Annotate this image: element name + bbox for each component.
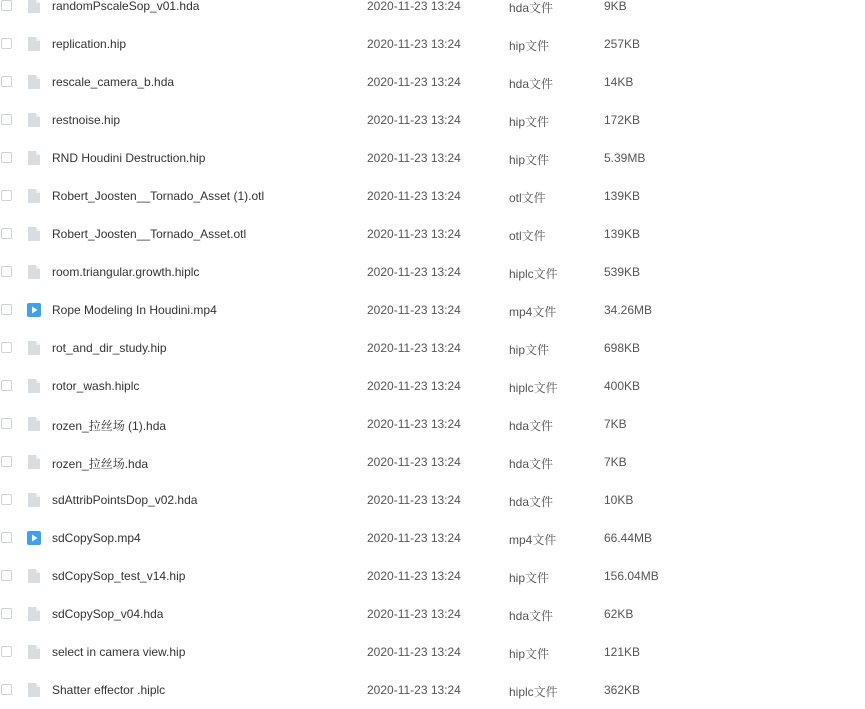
file-date: 2020-11-23 13:24: [367, 151, 461, 165]
file-row[interactable]: [0, 139, 865, 177]
file-row[interactable]: [0, 405, 865, 443]
file-type: hda文件: [509, 457, 554, 471]
file-date: 2020-11-23 13:24: [367, 0, 461, 13]
file-row[interactable]: [0, 177, 865, 215]
row-checkbox[interactable]: [1, 646, 12, 657]
file-size: 66.44MB: [604, 531, 653, 545]
file-size: 121KB: [604, 645, 641, 659]
file-size: 172KB: [604, 113, 641, 127]
file-name[interactable]: RND Houdini Destruction.hip: [52, 151, 206, 165]
row-checkbox[interactable]: [1, 570, 12, 581]
file-date: 2020-11-23 13:24: [367, 493, 461, 507]
file-type: hip文件: [509, 39, 550, 53]
file-type: hip文件: [509, 115, 550, 129]
file-type: hiplc文件: [509, 267, 558, 281]
file-icon: [26, 264, 42, 280]
file-row[interactable]: [0, 443, 865, 481]
file-type: mp4文件: [509, 305, 557, 319]
file-row[interactable]: [0, 367, 865, 405]
file-icon: [26, 150, 42, 166]
file-type: mp4文件: [509, 533, 557, 547]
file-name[interactable]: Robert_Joosten__Tornado_Asset.otl: [52, 227, 247, 241]
row-checkbox[interactable]: [1, 0, 12, 11]
file-size: 5.39MB: [604, 151, 646, 165]
file-date: 2020-11-23 13:24: [367, 303, 461, 317]
file-row[interactable]: [0, 101, 865, 139]
row-checkbox[interactable]: [1, 532, 12, 543]
file-size: 156.04MB: [604, 569, 659, 583]
row-checkbox[interactable]: [1, 380, 12, 391]
row-checkbox[interactable]: [1, 304, 12, 315]
file-type: hda文件: [509, 77, 554, 91]
file-name[interactable]: sdCopySop_test_v14.hip: [52, 569, 186, 583]
file-icon: [26, 606, 42, 622]
file-size: 7KB: [604, 455, 627, 469]
file-date: 2020-11-23 13:24: [367, 341, 461, 355]
file-size: 7KB: [604, 417, 627, 431]
file-name[interactable]: rescale_camera_b.hda: [52, 75, 175, 89]
file-date: 2020-11-23 13:24: [367, 417, 461, 431]
file-name[interactable]: Rope Modeling In Houdini.mp4: [52, 303, 217, 317]
file-name[interactable]: sdCopySop_v04.hda: [52, 607, 164, 621]
file-size: 14KB: [604, 75, 634, 89]
file-size: 698KB: [604, 341, 641, 355]
file-size: 257KB: [604, 37, 641, 51]
file-name[interactable]: sdAttribPointsDop_v02.hda: [52, 493, 198, 507]
file-size: 539KB: [604, 265, 641, 279]
file-name[interactable]: rozen_拉丝场 (1).hda: [52, 419, 167, 433]
file-name[interactable]: Robert_Joosten__Tornado_Asset (1).otl: [52, 189, 265, 203]
file-row[interactable]: [0, 215, 865, 253]
file-row[interactable]: [0, 0, 865, 25]
file-date: 2020-11-23 13:24: [367, 531, 461, 545]
file-row[interactable]: [0, 291, 865, 329]
file-size: 139KB: [604, 189, 641, 203]
file-type: hda文件: [509, 419, 554, 433]
file-size: 62KB: [604, 607, 634, 621]
file-row[interactable]: [0, 519, 865, 557]
file-type: hda文件: [509, 609, 554, 623]
row-checkbox[interactable]: [1, 76, 12, 87]
row-checkbox[interactable]: [1, 38, 12, 49]
file-date: 2020-11-23 13:24: [367, 189, 461, 203]
file-date: 2020-11-23 13:24: [367, 683, 461, 697]
file-name[interactable]: replication.hip: [52, 37, 127, 51]
file-size: 362KB: [604, 683, 641, 697]
file-date: 2020-11-23 13:24: [367, 265, 461, 279]
row-checkbox[interactable]: [1, 190, 12, 201]
video-icon: [26, 302, 42, 318]
file-icon: [26, 378, 42, 394]
file-name[interactable]: rozen_拉丝场.hda: [52, 457, 149, 471]
row-checkbox[interactable]: [1, 494, 12, 505]
file-row[interactable]: [0, 481, 865, 519]
file-name[interactable]: randomPscaleSop_v01.hda: [52, 0, 200, 13]
row-checkbox[interactable]: [1, 684, 12, 695]
row-checkbox[interactable]: [1, 228, 12, 239]
file-icon: [26, 568, 42, 584]
file-icon: [26, 36, 42, 52]
file-row[interactable]: [0, 25, 865, 63]
file-name[interactable]: rot_and_dir_study.hip: [52, 341, 167, 355]
file-row[interactable]: [0, 557, 865, 595]
file-date: 2020-11-23 13:24: [367, 75, 461, 89]
file-row[interactable]: [0, 595, 865, 633]
file-type: hiplc文件: [509, 381, 558, 395]
row-checkbox[interactable]: [1, 266, 12, 277]
file-icon: [26, 112, 42, 128]
row-checkbox[interactable]: [1, 456, 12, 467]
file-type: hda文件: [509, 495, 554, 509]
row-checkbox[interactable]: [1, 608, 12, 619]
file-row[interactable]: [0, 671, 865, 709]
file-type: hiplc文件: [509, 685, 558, 699]
file-icon: [26, 74, 42, 90]
file-type: otl文件: [509, 191, 546, 205]
file-date: 2020-11-23 13:24: [367, 607, 461, 621]
file-type: hip文件: [509, 571, 550, 585]
file-icon: [26, 340, 42, 356]
file-size: 10KB: [604, 493, 634, 507]
file-icon: [26, 644, 42, 660]
file-type: hip文件: [509, 647, 550, 661]
file-icon: [26, 416, 42, 432]
file-date: 2020-11-23 13:24: [367, 379, 461, 393]
file-icon: [26, 188, 42, 204]
file-type: hip文件: [509, 153, 550, 167]
file-size: 34.26MB: [604, 303, 653, 317]
file-size: 139KB: [604, 227, 641, 241]
file-icon: [26, 682, 42, 698]
file-date: 2020-11-23 13:24: [367, 37, 461, 51]
file-icon: [26, 492, 42, 508]
file-name[interactable]: restnoise.hip: [52, 113, 121, 127]
file-row[interactable]: [0, 63, 865, 101]
file-row[interactable]: [0, 253, 865, 291]
file-row[interactable]: [0, 329, 865, 367]
video-icon: [26, 530, 42, 546]
file-size: 400KB: [604, 379, 641, 393]
file-size: 9KB: [604, 0, 627, 13]
file-icon: [26, 0, 42, 14]
file-row[interactable]: [0, 633, 865, 671]
file-name[interactable]: room.triangular.growth.hiplc: [52, 265, 200, 279]
file-icon: [26, 454, 42, 470]
file-type: hip文件: [509, 343, 550, 357]
file-date: 2020-11-23 13:24: [367, 455, 461, 469]
file-name[interactable]: rotor_wash.hiplc: [52, 379, 140, 393]
file-date: 2020-11-23 13:24: [367, 227, 461, 241]
file-date: 2020-11-23 13:24: [367, 569, 461, 583]
file-icon: [26, 226, 42, 242]
file-name[interactable]: Shatter effector .hiplc: [52, 683, 166, 697]
file-date: 2020-11-23 13:24: [367, 645, 461, 659]
row-checkbox[interactable]: [1, 114, 12, 125]
row-checkbox[interactable]: [1, 418, 12, 429]
file-date: 2020-11-23 13:24: [367, 113, 461, 127]
row-checkbox[interactable]: [1, 152, 12, 163]
file-type: hda文件: [509, 1, 554, 15]
file-type: otl文件: [509, 229, 546, 243]
row-checkbox[interactable]: [1, 342, 12, 353]
file-name[interactable]: sdCopySop.mp4: [52, 531, 141, 545]
file-name[interactable]: select in camera view.hip: [52, 645, 186, 659]
